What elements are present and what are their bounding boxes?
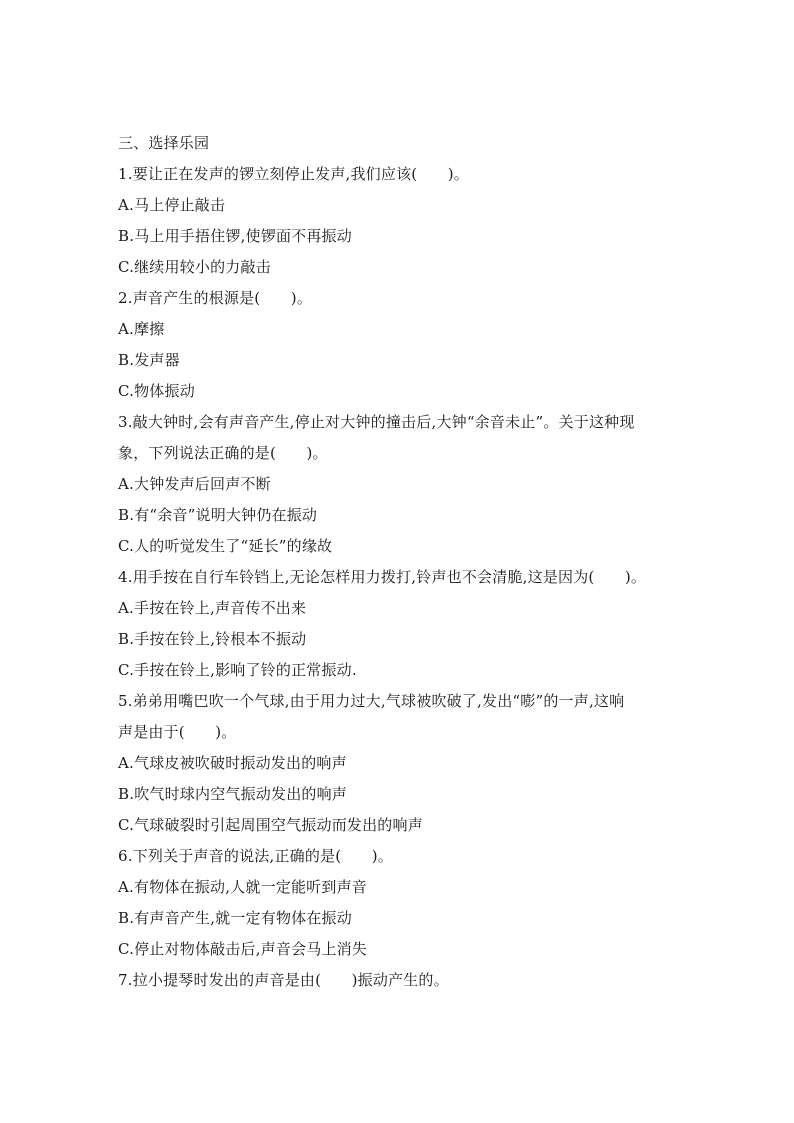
q7-stem: 7.拉小提琴时发出的声音是由( )振动产生的。: [118, 971, 449, 989]
section-title: 三、选择乐园: [118, 134, 210, 152]
q4-option-b: B.手按在铃上,铃根本不振动: [118, 630, 307, 648]
q5-stem-line1: 5.弟弟用嘴巴吹一个气球,由于用力过大,气球被吹破了,发出“嘭”的一声,这响: [118, 692, 625, 710]
q5-option-a: A.气球皮被吹破时振动发出的响声: [118, 754, 347, 772]
q1-option-a: A.马上停止敲击: [118, 196, 226, 214]
q4-option-c: C.手按在铃上,影响了铃的正常振动.: [118, 661, 357, 679]
q3-option-a: A.大钟发声后回声不断: [118, 475, 271, 493]
q2-option-a: A.摩擦: [118, 320, 165, 338]
q4-option-a: A.手按在铃上,声音传不出来: [118, 599, 307, 617]
q1-stem: 1.要让正在发声的锣立刻停止发声,我们应该( )。: [118, 165, 469, 183]
q1-option-b: B.马上用手捂住锣,使锣面不再振动: [118, 227, 352, 245]
q2-option-b: B.发声器: [118, 351, 180, 369]
q6-option-c: C.停止对物体敲击后,声音会马上消失: [118, 940, 368, 958]
q6-option-a: A.有物体在振动,人就一定能听到声音: [118, 878, 367, 896]
q4-stem: 4.用手按在自行车铃铛上,无论怎样用力拨打,铃声也不会清脆,这是因为( )。: [118, 568, 647, 586]
q2-option-c: C.物体振动: [118, 382, 195, 400]
q5-option-c: C.气球破裂时引起周围空气振动而发出的响声: [118, 816, 423, 834]
q6-stem: 6.下列关于声音的说法,正确的是( )。: [118, 847, 393, 865]
q3-option-b: B.有“余音”说明大钟仍在振动: [118, 506, 318, 524]
q6-option-b: B.有声音产生,就一定有物体在振动: [118, 909, 352, 927]
q1-option-c: C.继续用较小的力敲击: [118, 258, 271, 276]
q2-stem: 2.声音产生的根源是( )。: [118, 289, 313, 307]
question-section: [118, 128, 688, 996]
q3-option-c: C.人的听觉发生了“延长”的缘故: [118, 537, 333, 555]
q5-stem-line2: 声是由于( )。: [118, 723, 237, 741]
q5-option-b: B.吹气时球内空气振动发出的响声: [118, 785, 347, 803]
q3-stem-line1: 3.敲大钟时,会有声音产生,停止对大钟的撞击后,大钟“余音未止”。关于这种现: [118, 413, 635, 431]
q3-stem-line2: 象，下列说法正确的是( )。: [118, 444, 328, 462]
